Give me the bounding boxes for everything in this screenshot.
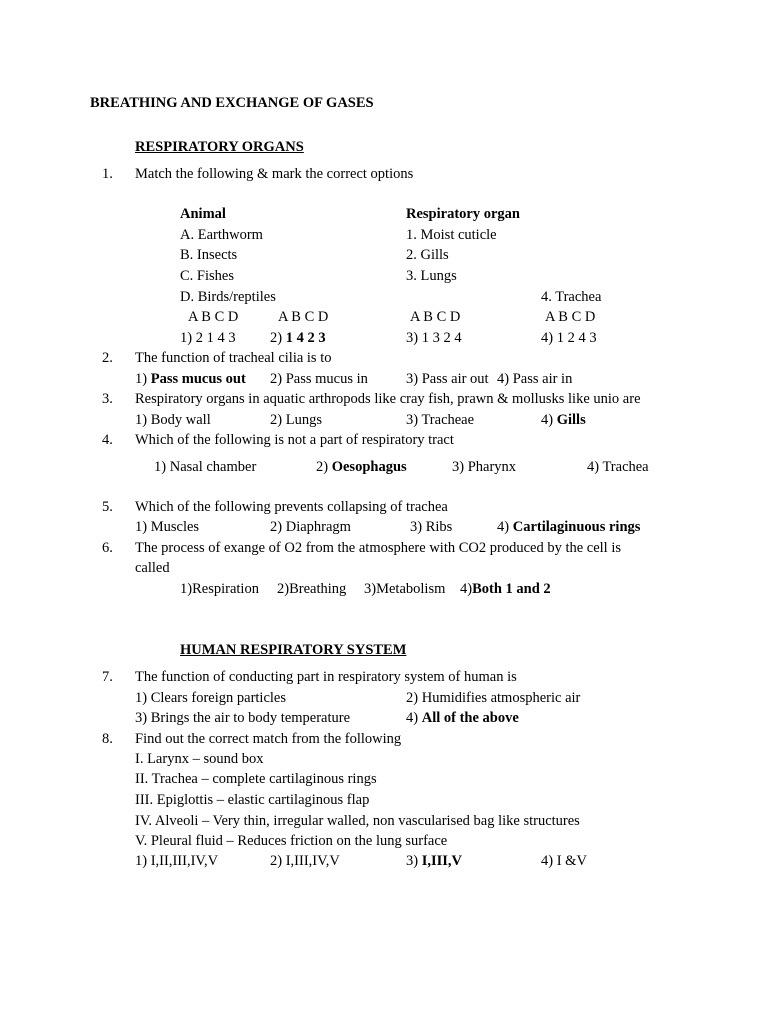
- section-heading-respiratory-organs: RESPIRATORY ORGANS: [135, 139, 304, 155]
- question-number: 1.: [102, 166, 113, 182]
- correct-answer: I,III,V: [421, 853, 463, 869]
- option-3: 3)Metabolism: [364, 581, 446, 597]
- option-4: 4) Cartilaginuous rings: [497, 519, 641, 535]
- question-text: Which of the following prevents collapsing of trachea: [135, 499, 448, 515]
- option-2: 2) Diaphragm: [270, 519, 351, 535]
- question-number: 7.: [102, 669, 113, 685]
- option-2: 2)Breathing: [277, 581, 347, 597]
- correct-answer: 1 4 2 3: [285, 330, 326, 346]
- match-item-animal: C. Fishes: [180, 268, 234, 284]
- option-key-header: A B C D: [188, 309, 239, 325]
- question-text: Find out the correct match from the following: [135, 731, 402, 747]
- correct-answer: Cartilaginuous rings: [512, 519, 641, 535]
- question-number: 2.: [102, 350, 113, 366]
- match-item-animal: B. Insects: [180, 247, 238, 263]
- option-3: 3) Brings the air to body temperature: [135, 710, 351, 726]
- option-3: 3) I,III,V: [406, 853, 463, 869]
- question-text: The function of conducting part in respiratory system of human is: [135, 669, 517, 685]
- option-2: 2) I,III,IV,V: [270, 853, 340, 869]
- option-1: 1) Clears foreign particles: [135, 690, 286, 706]
- option-3: 3) Pass air out: [406, 371, 489, 387]
- question-number: 4.: [102, 432, 113, 448]
- option-1: 1) Nasal chamber: [154, 459, 257, 475]
- match-item-organ: 4. Trachea: [541, 289, 602, 305]
- option-4: 4) 1 2 4 3: [541, 330, 597, 346]
- question-text-continued: called: [135, 560, 170, 576]
- correct-answer: Pass mucus out: [150, 371, 246, 387]
- question-text: Which of the following is not a part of respiratory tract: [135, 432, 454, 448]
- statement: II. Trachea – complete cartilaginous rings: [135, 771, 377, 787]
- section-heading-human-respiratory-system: HUMAN RESPIRATORY SYSTEM: [180, 642, 407, 658]
- correct-answer: Both 1 and 2: [472, 581, 551, 597]
- option-2: 2) Humidifies atmospheric air: [406, 690, 581, 706]
- question-number: 5.: [102, 499, 113, 515]
- option-4: 4) All of the above: [406, 710, 519, 726]
- match-item-animal: D. Birds/reptiles: [180, 289, 276, 305]
- option-1: 1) Muscles: [135, 519, 200, 535]
- option-2: 2) Oesophagus: [316, 459, 407, 475]
- column-header-animal: Animal: [180, 206, 226, 222]
- document-title: BREATHING AND EXCHANGE OF GASES: [90, 95, 374, 111]
- correct-answer: Oesophagus: [331, 459, 407, 475]
- option-3: 3) Tracheae: [406, 412, 475, 428]
- option-key-header: A B C D: [278, 309, 329, 325]
- match-item-organ: 1. Moist cuticle: [406, 227, 497, 243]
- match-item-animal: A. Earthworm: [180, 227, 263, 243]
- option-2: 2) 1 4 2 3: [270, 330, 326, 346]
- option-3: 3) Pharynx: [452, 459, 517, 475]
- match-item-organ: 3. Lungs: [406, 268, 457, 284]
- column-header-organ: Respiratory organ: [406, 206, 520, 222]
- option-key-header: A B C D: [545, 309, 596, 325]
- question-text: The function of tracheal cilia is to: [135, 350, 332, 366]
- statement: IV. Alveoli – Very thin, irregular walled, non vascularised bag like structures: [135, 813, 580, 829]
- option-2: 2) Lungs: [270, 412, 322, 428]
- match-item-organ: 2. Gills: [406, 247, 449, 263]
- option-3: 3) 1 3 2 4: [406, 330, 462, 346]
- option-key-header: A B C D: [410, 309, 461, 325]
- question-number: 3.: [102, 391, 113, 407]
- statement: III. Epiglottis – elastic cartilaginous flap: [135, 792, 370, 808]
- option-3: 3) Ribs: [410, 519, 453, 535]
- option-1: 1) Pass mucus out: [135, 371, 246, 387]
- option-1: 1) Body wall: [135, 412, 211, 428]
- statement: V. Pleural fluid – Reduces friction on the lung surface: [135, 833, 448, 849]
- option-4: 4) I &V: [541, 853, 587, 869]
- option-4: 4)Both 1 and 2: [460, 581, 551, 597]
- question-number: 6.: [102, 540, 113, 556]
- statement: I. Larynx – sound box: [135, 751, 264, 767]
- option-2: 2) Pass mucus in: [270, 371, 368, 387]
- question-number: 8.: [102, 731, 113, 747]
- correct-answer: All of the above: [421, 710, 519, 726]
- question-text: Respiratory organs in aquatic arthropods like cray fish, prawn & mollusks like unio are: [135, 391, 641, 407]
- question-text: The process of exange of O2 from the atmosphere with CO2 produced by the cell is: [135, 540, 622, 556]
- option-4: 4) Trachea: [587, 459, 649, 475]
- option-1: 1)Respiration: [180, 581, 259, 597]
- correct-answer: Gills: [556, 412, 586, 428]
- option-4: 4) Gills: [541, 412, 586, 428]
- option-1: 1) I,II,III,IV,V: [135, 853, 219, 869]
- question-text: Match the following & mark the correct options: [135, 166, 414, 182]
- option-1: 1) 2 1 4 3: [180, 330, 236, 346]
- option-4: 4) Pass air in: [497, 371, 573, 387]
